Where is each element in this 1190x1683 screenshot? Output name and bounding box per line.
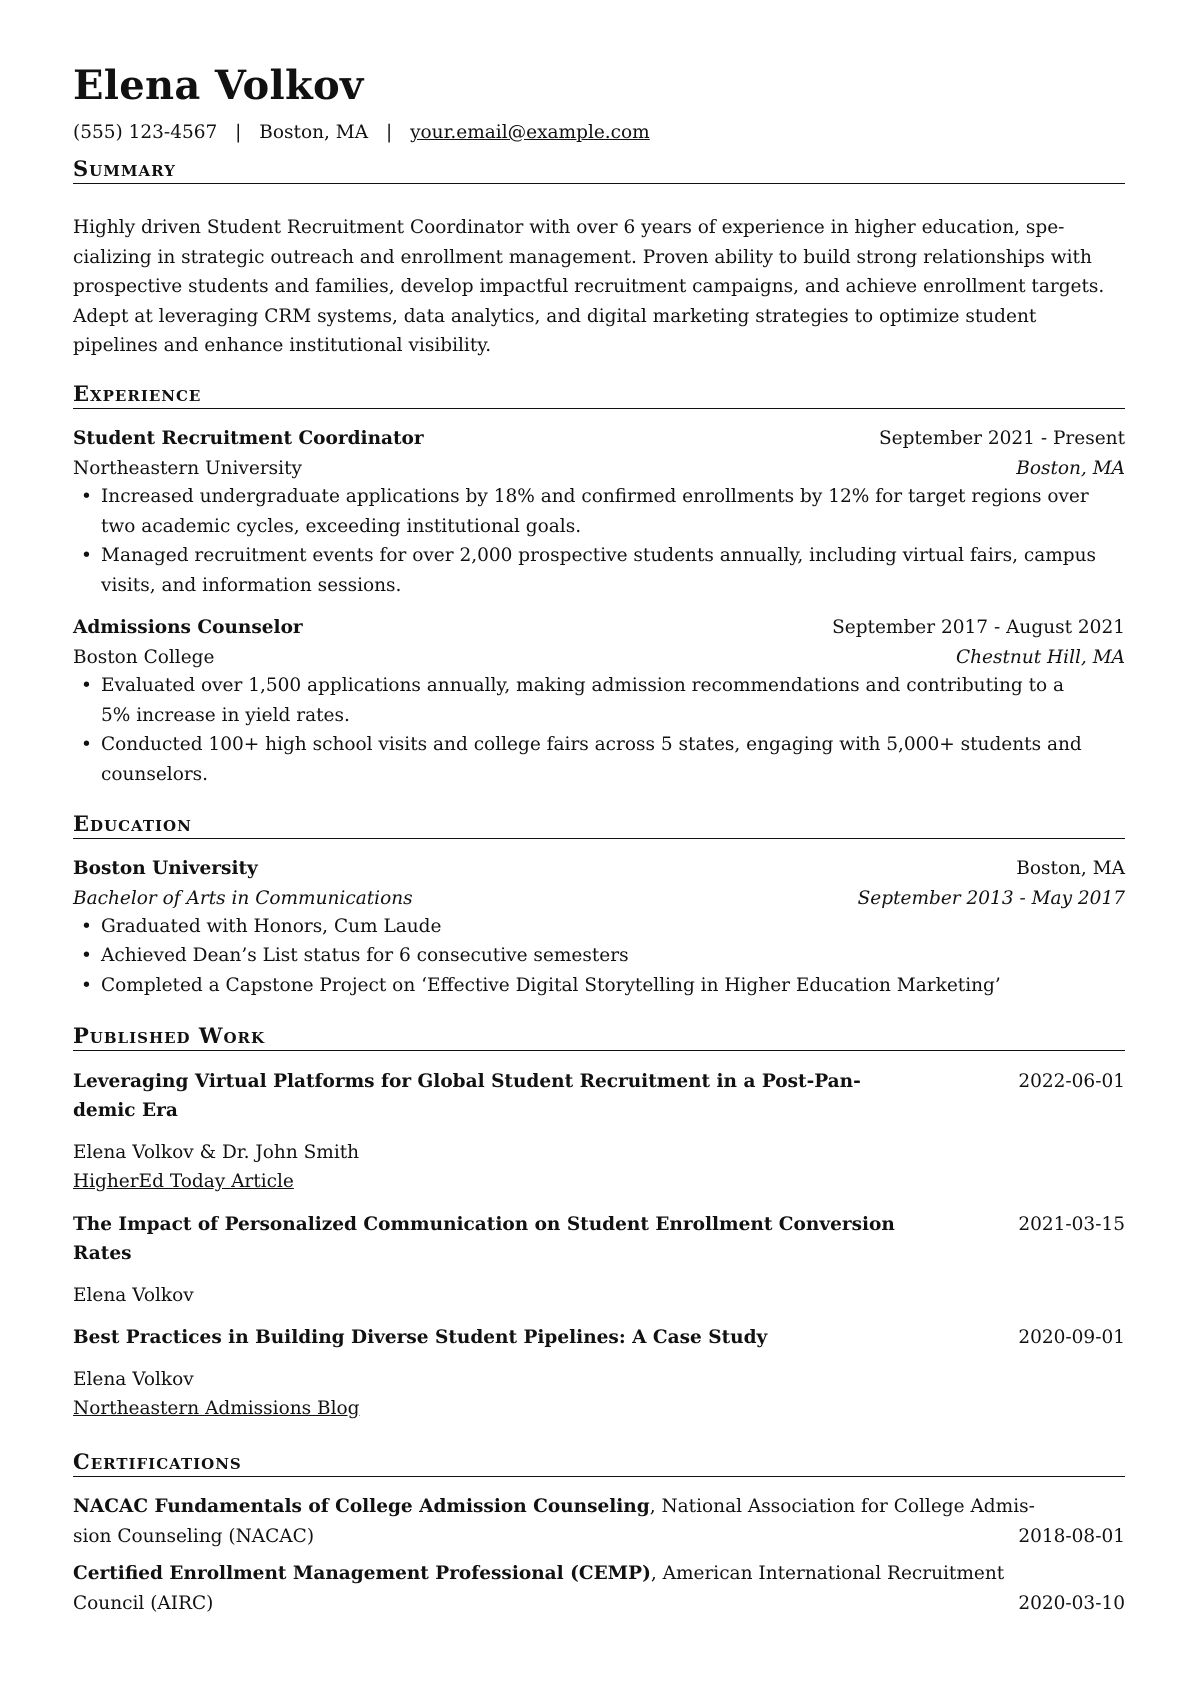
candidate-name: Elena Volkov: [73, 62, 364, 109]
publication-title: demic Era: [73, 1100, 178, 1121]
certification-date: 2018-08-01: [1018, 1526, 1125, 1547]
bullet-line: 5% increase in yield rates.: [101, 704, 350, 726]
publication-link[interactable]: Northeastern Admissions Blog: [73, 1398, 360, 1419]
job-organization: Boston College: [73, 647, 215, 668]
education-bullet: [73, 941, 1125, 971]
bullet-line: counselors.: [101, 763, 209, 785]
experience-bullet: [73, 482, 1125, 541]
location: Boston, MA: [259, 122, 369, 143]
publication-date: 2020-09-01: [1018, 1327, 1125, 1348]
publication-title: Rates: [73, 1243, 132, 1264]
certification-issuer: sion Counseling (NACAC): [73, 1526, 315, 1547]
publication-title: The Impact of Personalized Communication on Student Enrollment Conversion: [73, 1214, 895, 1235]
job-dates: September 2021 - Present: [878, 428, 1125, 449]
degree: Bachelor of Arts in Communications: [73, 888, 413, 909]
email-link[interactable]: your.email@example.com: [410, 122, 650, 143]
job-title: Admissions Counselor: [73, 617, 303, 638]
section-title-summary: Summary: [73, 156, 1125, 184]
section-title-education: Education: [73, 811, 1125, 839]
section-title-certifications: Certifications: [73, 1449, 1125, 1477]
job-dates: September 2017 - August 2021: [832, 617, 1125, 638]
certification-issuer: , National Association for College Admis-: [649, 1496, 1035, 1517]
education-dates: September 2013 - May 2017: [857, 888, 1125, 909]
publication-date: 2022-06-01: [1018, 1071, 1125, 1092]
bullet-line: • Managed recruitment events for over 2,000 prospective students annually, including virtual fairs, campus: [101, 545, 1097, 566]
contact-line: [73, 122, 650, 143]
summary-line: Adept at leveraging CRM systems, data analytics, and digital marketing strategies to optimize student: [73, 305, 1037, 327]
school-name: Boston University: [73, 858, 258, 879]
publication-authors: Elena Volkov & Dr. John Smith: [73, 1142, 360, 1163]
publication-date: 2021-03-15: [1018, 1214, 1125, 1235]
school-location: Boston, MA: [1016, 858, 1125, 879]
job-organization: Northeastern University: [73, 458, 302, 479]
job-location: Chestnut Hill, MA: [955, 647, 1125, 668]
job-title: Student Recruitment Coordinator: [73, 428, 424, 449]
experience-bullet: [73, 541, 1125, 600]
bullet-line: • Graduated with Honors, Cum Laude: [101, 916, 442, 937]
publication-authors: Elena Volkov: [73, 1285, 194, 1306]
education-bullet: [73, 912, 1125, 942]
certification-line: [73, 1496, 1035, 1517]
phone-number: (555) 123-4567: [73, 122, 218, 143]
summary-text: [73, 213, 1125, 361]
publication-authors: Elena Volkov: [73, 1369, 194, 1390]
bullet-line: • Increased undergraduate applications by 18% and confirmed enrollments by 12% for target regions over: [101, 486, 1089, 507]
publication-title: Leveraging Virtual Platforms for Global Student Recruitment in a Post-Pan-: [73, 1071, 861, 1092]
certification-issuer: Council (AIRC): [73, 1593, 214, 1614]
contact-separator: |: [385, 122, 393, 143]
summary-line: pipelines and enhance institutional visibility.: [73, 335, 492, 356]
publication-title: Best Practices in Building Diverse Student Pipelines: A Case Study: [73, 1327, 768, 1348]
summary-line: prospective students and families, develop impactful recruitment campaigns, and achieve enrollment targets.: [73, 276, 1105, 297]
certification-line: [73, 1563, 1004, 1584]
bullet-line: two academic cycles, exceeding institutional goals.: [101, 515, 582, 537]
certification-name: Certified Enrollment Management Professional (CEMP): [73, 1563, 651, 1584]
section-title-experience: Experience: [73, 381, 1125, 409]
job-location: Boston, MA: [1016, 458, 1125, 479]
publication-link[interactable]: HigherEd Today Article: [73, 1171, 294, 1192]
experience-bullet: [73, 671, 1125, 730]
experience-bullet: [73, 730, 1125, 789]
certification-name: NACAC Fundamentals of College Admission Counseling: [73, 1496, 650, 1517]
bullet-line: • Evaluated over 1,500 applications annually, making admission recommendations and contributing to a: [101, 675, 1065, 696]
section-title-published-work: Published Work: [73, 1023, 1125, 1051]
summary-line: cializing in strategic outreach and enrollment management. Proven ability to build strong relationships with: [73, 246, 1092, 268]
bullet-line: visits, and information sessions.: [101, 574, 402, 596]
bullet-line: • Completed a Capstone Project on ‘Effective Digital Storytelling in Higher Education Marketing’: [101, 975, 1001, 996]
summary-line: Highly driven Student Recruitment Coordinator with over 6 years of experience in higher education, spe-: [73, 217, 1065, 238]
education-bullet: [73, 971, 1125, 1001]
certification-issuer: , American International Recruitment: [650, 1563, 1005, 1584]
bullet-line: • Achieved Dean’s List status for 6 consecutive semesters: [101, 945, 629, 966]
bullet-line: • Conducted 100+ high school visits and college fairs across 5 states, engaging with 5,000+ students and: [101, 734, 1082, 755]
contact-separator: |: [235, 122, 242, 143]
certification-date: 2020-03-10: [1018, 1593, 1125, 1614]
